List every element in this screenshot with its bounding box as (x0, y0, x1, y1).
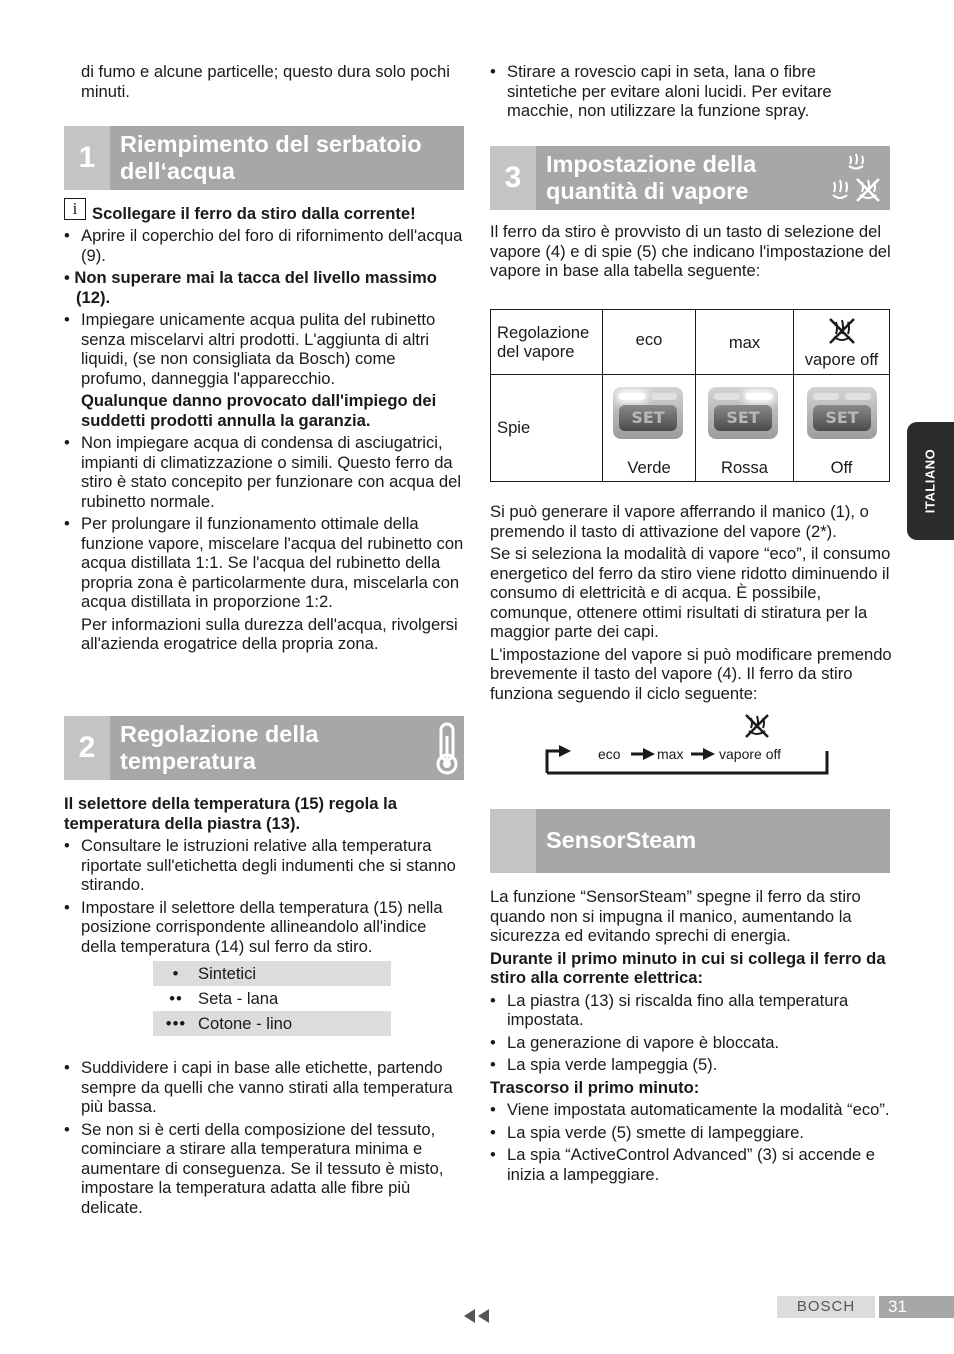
list-item-note: Per informazioni sulla durezza dell'acqua, rivolgersi all'azienda erogatrice della propria zona. (81, 614, 458, 653)
list-item: • Impiegare unicamente acqua pulita del rubinetto senza miscelarvi altri prodotti. L'aggiunta di altri liquidi, (se non consigliata da Bosch) come profumo, danneggia l'apparecchio. (64, 310, 464, 388)
steam-off-icon (854, 176, 882, 204)
section-lead: Il selettore della temperatura (15) regola la temperatura della piastra (13). (64, 794, 397, 833)
nav-back-icon[interactable] (463, 1309, 491, 1323)
led-green-cell: SET Verde (603, 375, 696, 482)
section-number: 3 (490, 146, 536, 210)
list-item: • La piastra (13) si riscalda fino alla temperatura impostata. (490, 991, 892, 1030)
list-item: • Non impiegare acqua di condensa di asciugatrici, impianti di climatizzazione o simili. Questo ferro da stiro è stato concepito per funzionare con acqua del rubinetto normale. (64, 433, 464, 511)
paragraph: Si può generare il vapore afferrando il manico (1), o premendo il tasto di attivazione del vapore (2*). (490, 502, 869, 541)
section-2-header (64, 716, 464, 780)
section-number-blank (490, 809, 536, 873)
table-cell: Regolazione del vapore (491, 310, 603, 375)
section-lead: Durante il primo minuto in cui si collega il ferro da stiro alla corrente elettrica: (490, 948, 886, 987)
notice-text: Scollegare il ferro da stiro dalla corrente! (92, 204, 416, 223)
list-item: • Non superare mai la tacca del livello massimo (12). (64, 268, 437, 307)
table-cell: max (696, 310, 794, 375)
led-red-cell: SET Rossa (696, 375, 794, 482)
temperature-table (153, 961, 391, 1036)
section-1-header (64, 126, 464, 190)
section-number: 1 (64, 126, 110, 190)
section-title: Impostazione della quantità di vapore (546, 151, 757, 204)
temperature-row: ••• Cotone - lino (153, 1011, 391, 1036)
cycle-arrows (545, 710, 830, 775)
list-item: • La spia verde (5) smette di lampeggiare. (490, 1123, 892, 1143)
list-item: • Per prolungare il funzionamento ottimale della funzione vapore, miscelare l'acqua del rubinetto con acqua distillata 1:1. Se l'acqua del rubinetto della propria zona è particolarmente dura, miscelarla con acqua distillata in proporzione 1:2. (64, 514, 464, 612)
language-tab-label: ITALIANO (922, 448, 938, 514)
steam-settings-table (490, 309, 890, 482)
sensorsteam-header (490, 809, 890, 873)
led-off-icon: SET (807, 387, 877, 439)
thermometer-icon (432, 722, 462, 776)
steam-icon (830, 178, 850, 202)
steam-cycle-diagram (545, 710, 830, 775)
table-cell: eco (603, 310, 696, 375)
list-item: • Aprire il coperchio del foro di rifornimento dell'acqua (9). (64, 226, 464, 265)
table-cell: Spie (491, 375, 603, 482)
section-title: SensorSteam (546, 827, 697, 853)
language-tab[interactable] (907, 422, 954, 540)
cycle-step: eco (598, 746, 621, 762)
paragraph: L'impostazione del vapore si può modificare premendo brevemente il tasto del vapore (4). Il ferro da stiro funziona seguendo il ciclo seguente: (490, 644, 892, 703)
list-item: • La spia “ActiveControl Advanced” (3) si accende e inizia a lampeggiare. (490, 1145, 892, 1184)
section-1-body (64, 198, 464, 657)
section-title: Riempimento del serbatoio dell‘acqua (120, 131, 422, 184)
section-title: Regolazione della temperatura (120, 721, 319, 774)
temperature-row: • Sintetici (153, 961, 391, 986)
steam-off-icon (743, 712, 771, 740)
brand-label: BOSCH (777, 1296, 875, 1318)
right-intro (490, 62, 890, 124)
page-number: 31 (879, 1296, 954, 1318)
sensorsteam-body (490, 887, 892, 1187)
led-green-icon: SET (613, 387, 683, 439)
cycle-step: vapore off (719, 746, 782, 762)
section-number: 2 (64, 716, 110, 780)
list-item: • Se non si è certi della composizione del tessuto, cominciare a stirare alla temperatura minima e aumentare di conseguenza. Se il tessuto è misto, impostare la temperatura adatta alle fibre più delicate. (64, 1120, 464, 1218)
led-red-icon: SET (708, 387, 778, 439)
section-lead: Trascorso il primo minuto: (490, 1077, 700, 1097)
list-item-note: Qualunque danno provocato dall'impiego dei suddetti prodotti annulla la garanzia. (81, 391, 437, 430)
paragraph: La funzione “SensorSteam” spegne il ferro da stiro quando non si impugna il manico, aumentando la sicurezza ed evitando sprechi di energia. (490, 887, 861, 945)
cycle-step: max (657, 746, 684, 762)
list-item: • La spia verde lampeggia (5). (490, 1055, 892, 1075)
temperature-row: •• Seta - lana (169, 989, 279, 1008)
list-item: • Impostare il selettore della temperatura (15) nella posizione corrispondente allineandolo all'indice della temperatura (14) sul ferro da stiro. (64, 898, 464, 957)
table-cell: vapore off (794, 310, 890, 375)
steam-off-icon (827, 316, 857, 346)
list-item: • La generazione di vapore è bloccata. (490, 1033, 892, 1053)
info-icon: i (64, 198, 86, 220)
list-item: • Suddividere i capi in base alle etichette, partendo sempre da quelli che vanno stirati alla temperatura più bassa. (64, 1058, 464, 1117)
list-item: • Viene impostata automaticamente la modalità “eco”. (490, 1100, 892, 1120)
section-2-body (64, 794, 464, 959)
section-3-header (490, 146, 890, 210)
steam-icon (846, 152, 866, 172)
list-item: • Consultare le istruzioni relative alla temperatura riportate sull'etichetta degli indumenti che si stanno stirando. (64, 836, 464, 895)
left-intro: di fumo e alcune particelle; questo dura solo pochi minuti. (81, 62, 450, 101)
paragraph: Se si seleziona la modalità di vapore “eco”, il consumo energetico del ferro da stiro viene ridotto diminuendo il consumo di elettricità e di acqua. È possibile, comunque, ottenere ottimi risultati di stiratura per la maggior parte dei capi. (490, 544, 891, 641)
section-3-intro: Il ferro da stiro è provvisto di un tasto di selezione del vapore (4) e di spie (5) che indicano l'impostazione del vapore in base alla tabella seguente: (490, 222, 891, 280)
section-2-body-more (64, 1058, 464, 1220)
led-off-cell: SET Off (794, 375, 890, 482)
list-item: • Stirare a rovescio capi in seta, lana o fibre sintetiche per evitare aloni lucidi. Per evitare macchie, non utilizzare la funzione spray. (490, 62, 890, 121)
section-3-body (490, 502, 892, 703)
